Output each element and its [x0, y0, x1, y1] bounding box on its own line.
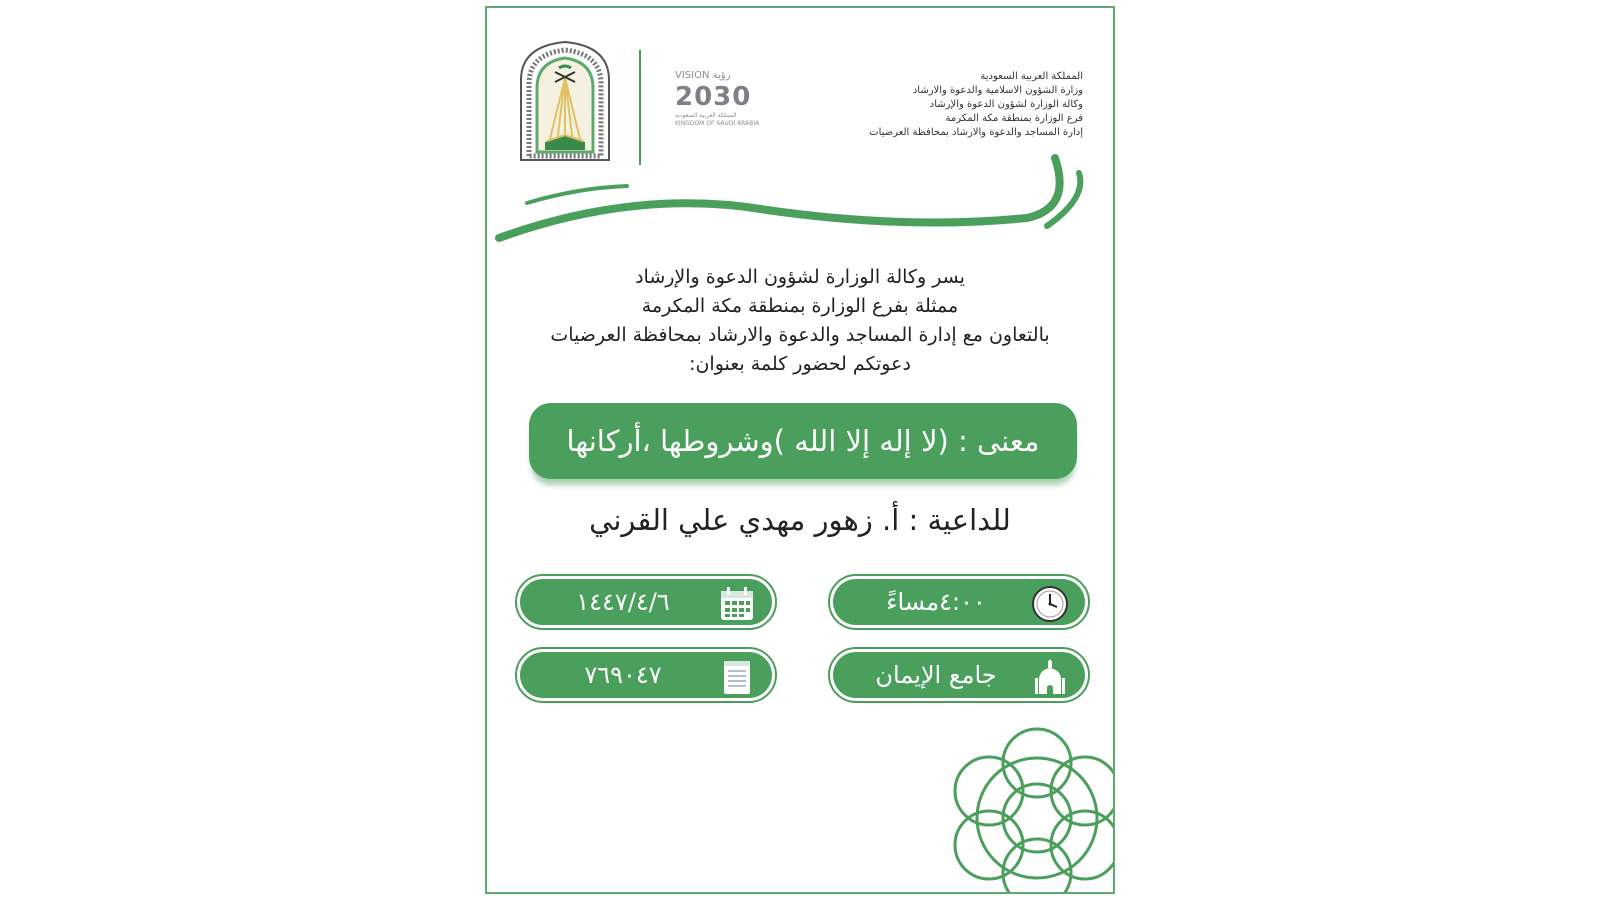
calendar-icon — [718, 585, 756, 623]
talk-title: معنى : (لا إله إلا الله )وشروطها ،أركانها — [566, 424, 1040, 458]
location-pill — [828, 647, 1090, 703]
event-time: ٤:٠٠مساءً — [886, 588, 986, 616]
time-pill — [828, 574, 1090, 630]
intro-line: ممثلة بفرع الوزارة بمنطقة مكة المكرمة — [641, 295, 959, 317]
ministry-header-text — [823, 70, 1083, 140]
number-pill — [515, 647, 777, 703]
vision-subtitle-ar: المملكة العربية السعودية — [675, 112, 737, 119]
event-number: ٧٦٩٠٤٧ — [584, 661, 662, 689]
talk-title-banner — [529, 403, 1077, 479]
intro-text — [507, 263, 1093, 379]
decorative-pattern-icon — [927, 723, 1115, 894]
ministry-line: إدارة المساجد والدعوة والارشاد بمحافظة العرضيات — [869, 127, 1083, 138]
vision-2030-logo — [675, 70, 771, 140]
intro-line: دعوتكم لحضور كلمة بعنوان: — [689, 353, 911, 375]
ministry-line: فرع الوزارة بمنطقة مكة المكرمة — [945, 113, 1083, 124]
date-pill — [515, 574, 777, 630]
clock-icon — [1031, 585, 1069, 623]
intro-line: يسر وكالة الوزارة لشؤون الدعوة والإرشاد — [635, 266, 965, 288]
invitation-poster — [485, 6, 1115, 894]
ministry-line: وكالة الوزارة لشؤون الدعوة والإرشاد — [929, 99, 1083, 110]
speaker-name: للداعية : أ. زهور مهدي علي القرني — [589, 503, 1011, 537]
ministry-line: المملكة العربية السعودية — [980, 71, 1083, 82]
mosque-icon — [1031, 658, 1069, 696]
vision-year: 2030 — [675, 82, 752, 112]
event-date: ١٤٤٧/٤/٦ — [576, 588, 670, 616]
document-icon — [718, 658, 756, 696]
ministry-emblem-icon — [515, 38, 615, 162]
vision-label: VISION رؤية — [675, 70, 731, 81]
ministry-line: وزارة الشؤون الاسلامية والدعوة والارشاد — [912, 85, 1083, 96]
intro-line: بالتعاون مع إدارة المساجد والدعوة والارشاد بمحافظة العرضيات — [550, 324, 1050, 346]
vision-subtitle-en: KINGDOM OF SAUDI ARABIA — [675, 120, 760, 127]
decorative-swoosh — [487, 148, 1115, 248]
event-location: جامع الإيمان — [875, 661, 997, 689]
